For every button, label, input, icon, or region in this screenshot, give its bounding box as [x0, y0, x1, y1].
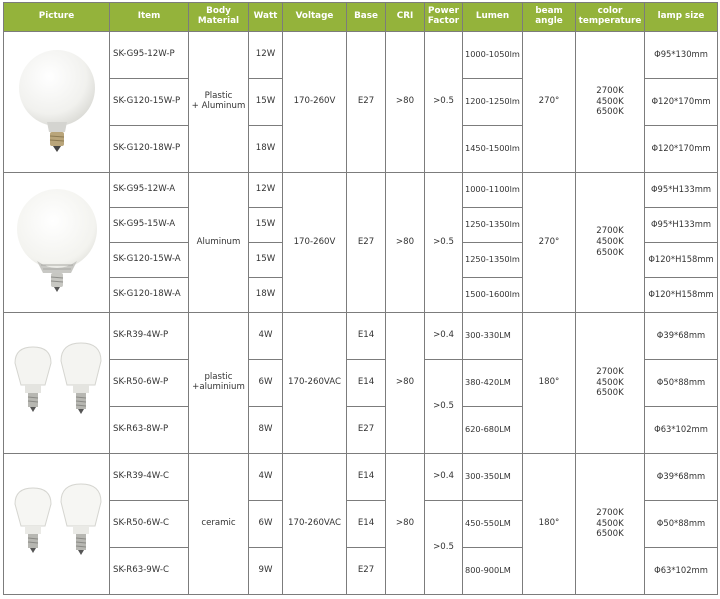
- watt-cell: 9W: [249, 548, 283, 595]
- item-cell: SK-G120-18W-P: [110, 126, 189, 173]
- power-factor-cell: >0.4: [425, 313, 463, 360]
- watt-cell: 4W: [249, 454, 283, 501]
- lamp-size-cell: Φ95*H133mm: [645, 208, 718, 243]
- beam-angle-cell: 270°: [523, 173, 576, 313]
- watt-cell: 8W: [249, 407, 283, 454]
- watt-cell: 12W: [249, 32, 283, 79]
- watt-cell: 18W: [249, 126, 283, 173]
- lamp-size-cell: Φ50*88mm: [645, 360, 718, 407]
- power-factor-cell: >0.5: [425, 360, 463, 454]
- cri-cell: >80: [386, 313, 425, 454]
- watt-cell: 15W: [249, 208, 283, 243]
- header-voltage: Voltage: [283, 3, 347, 32]
- lamp-size-cell: Φ39*68mm: [645, 454, 718, 501]
- header-base: Base: [347, 3, 386, 32]
- lamp-size-cell: Φ95*H133mm: [645, 173, 718, 208]
- table-row: [4, 32, 718, 79]
- beam-angle-cell: 180°: [523, 313, 576, 454]
- lumen-cell: 300-330LM: [463, 313, 523, 360]
- material-cell: ceramic: [189, 454, 249, 595]
- globe-bulb-image: [4, 173, 110, 313]
- header-beam-angle: beam angle: [523, 3, 576, 32]
- lumen-cell: 1500-1600lm: [463, 278, 523, 313]
- base-cell: E27: [347, 407, 386, 454]
- item-cell: SK-G95-12W-P: [110, 32, 189, 79]
- beam-angle-cell: 180°: [523, 454, 576, 595]
- lamp-size-cell: Φ39*68mm: [645, 313, 718, 360]
- base-cell: E27: [347, 32, 386, 173]
- item-cell: SK-G95-12W-A: [110, 173, 189, 208]
- lumen-cell: 1000-1100lm: [463, 173, 523, 208]
- header-cri: CRI: [386, 3, 425, 32]
- lamp-size-cell: Φ120*170mm: [645, 126, 718, 173]
- reflector-bulbs-image: [4, 313, 110, 454]
- power-factor-cell: >0.5: [425, 32, 463, 173]
- watt-cell: 6W: [249, 501, 283, 548]
- item-cell: SK-R63-8W-P: [110, 407, 189, 454]
- voltage-cell: 170-260V: [283, 32, 347, 173]
- globe-bulb-icon: [9, 183, 105, 303]
- lumen-cell: 300-350LM: [463, 454, 523, 501]
- lumen-cell: 1250-1350lm: [463, 208, 523, 243]
- voltage-cell: 170-260VAC: [283, 313, 347, 454]
- header-power-factor: Power Factor: [425, 3, 463, 32]
- header-row: [4, 3, 718, 32]
- item-cell: SK-R50-6W-P: [110, 360, 189, 407]
- lumen-cell: 1200-1250lm: [463, 79, 523, 126]
- item-cell: SK-R39-4W-P: [110, 313, 189, 360]
- watt-cell: 15W: [249, 79, 283, 126]
- color-temp-cell: 2700K 4500K 6500K: [576, 313, 645, 454]
- header-watt: Watt: [249, 3, 283, 32]
- watt-cell: 15W: [249, 243, 283, 278]
- lamp-size-cell: Φ63*102mm: [645, 548, 718, 595]
- item-cell: SK-R39-4W-C: [110, 454, 189, 501]
- cri-cell: >80: [386, 173, 425, 313]
- lumen-cell: 1450-1500lm: [463, 126, 523, 173]
- power-factor-cell: >0.4: [425, 454, 463, 501]
- item-cell: SK-G120-15W-P: [110, 79, 189, 126]
- item-cell: SK-R63-9W-C: [110, 548, 189, 595]
- base-cell: E27: [347, 173, 386, 313]
- voltage-cell: 170-260V: [283, 173, 347, 313]
- lamp-size-cell: Φ120*170mm: [645, 79, 718, 126]
- base-cell: E14: [347, 313, 386, 360]
- header-lamp-size: lamp size: [645, 3, 718, 32]
- item-cell: SK-G120-18W-A: [110, 278, 189, 313]
- material-cell: Aluminum: [189, 173, 249, 313]
- base-cell: E14: [347, 360, 386, 407]
- header-item: Item: [110, 3, 189, 32]
- lamp-size-cell: Φ63*102mm: [645, 407, 718, 454]
- material-cell: plastic +aluminium: [189, 313, 249, 454]
- item-cell: SK-G95-15W-A: [110, 208, 189, 243]
- base-cell: E14: [347, 501, 386, 548]
- reflector-bulb-icon: [7, 341, 107, 425]
- header-body-material: Body Material: [189, 3, 249, 32]
- lamp-size-cell: Φ120*H158mm: [645, 278, 718, 313]
- lamp-size-cell: Φ50*88mm: [645, 501, 718, 548]
- watt-cell: 4W: [249, 313, 283, 360]
- lumen-cell: 620-680LM: [463, 407, 523, 454]
- header-picture: Picture: [4, 3, 110, 32]
- power-factor-cell: >0.5: [425, 173, 463, 313]
- reflector-bulb-icon: [7, 482, 107, 566]
- material-cell: Plastic + Aluminum: [189, 32, 249, 173]
- reflector-bulbs-image: [4, 454, 110, 595]
- lumen-cell: 800-900LM: [463, 548, 523, 595]
- watt-cell: 12W: [249, 173, 283, 208]
- cri-cell: >80: [386, 454, 425, 595]
- beam-angle-cell: 270°: [523, 32, 576, 173]
- color-temp-cell: 2700K 4500K 6500K: [576, 173, 645, 313]
- color-temp-cell: 2700K 4500K 6500K: [576, 454, 645, 595]
- lumen-cell: 1000-1050lm: [463, 32, 523, 79]
- globe-bulb-icon: [9, 42, 105, 162]
- watt-cell: 18W: [249, 278, 283, 313]
- lumen-cell: 1250-1350lm: [463, 243, 523, 278]
- cri-cell: >80: [386, 32, 425, 173]
- power-factor-cell: >0.5: [425, 501, 463, 595]
- item-cell: SK-G120-15W-A: [110, 243, 189, 278]
- lamp-size-cell: Φ95*130mm: [645, 32, 718, 79]
- header-color-temperature: color temperature: [576, 3, 645, 32]
- watt-cell: 6W: [249, 360, 283, 407]
- item-cell: SK-R50-6W-C: [110, 501, 189, 548]
- base-cell: E27: [347, 548, 386, 595]
- table-row: [4, 313, 718, 360]
- product-spec-table: [3, 2, 718, 595]
- table-row: [4, 173, 718, 208]
- color-temp-cell: 2700K 4500K 6500K: [576, 32, 645, 173]
- lumen-cell: 450-550LM: [463, 501, 523, 548]
- voltage-cell: 170-260VAC: [283, 454, 347, 595]
- table-row: [4, 454, 718, 501]
- base-cell: E14: [347, 454, 386, 501]
- header-lumen: Lumen: [463, 3, 523, 32]
- globe-bulb-image: [4, 32, 110, 173]
- lumen-cell: 380-420LM: [463, 360, 523, 407]
- lamp-size-cell: Φ120*H158mm: [645, 243, 718, 278]
